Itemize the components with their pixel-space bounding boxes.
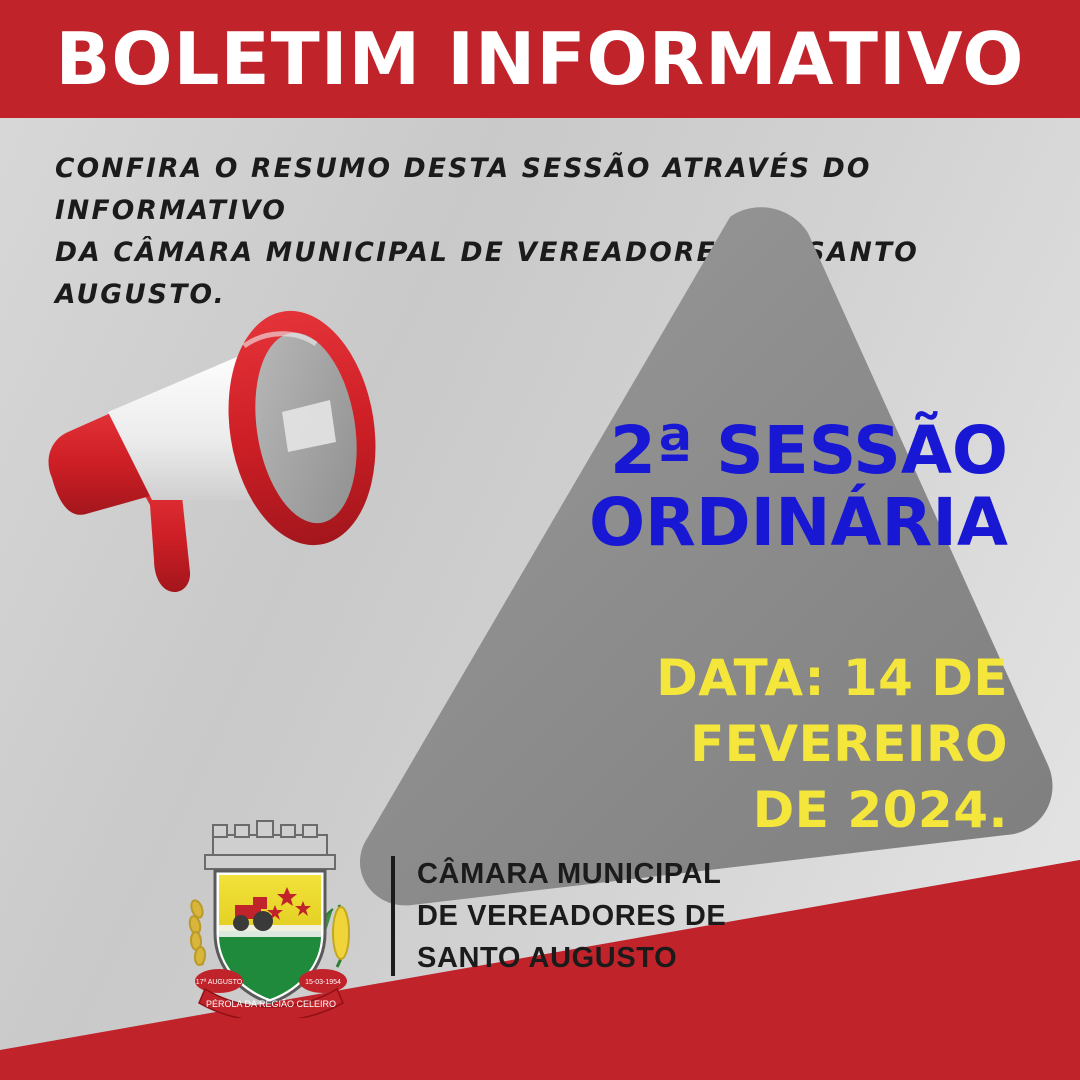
megaphone-icon xyxy=(30,300,390,630)
coat-of-arms-santo-augusto xyxy=(175,813,365,1018)
organization-name-line-1: CÂMARA MUNICIPAL xyxy=(417,857,722,890)
crest-motto-label: PÉROLA DA REGIÃO CELEIRO xyxy=(205,999,337,1009)
session-date-line-2: DE 2024. xyxy=(752,781,1008,839)
session-headline-line-2: ORDINÁRIA xyxy=(588,484,1008,561)
organization-name-line-3: SANTO AUGUSTO xyxy=(417,941,678,974)
subtitle-line-1: CONFIRA O RESUMO DESTA SESSÃO ATRAVÉS DO INFORMATIVO xyxy=(55,153,872,226)
session-headline xyxy=(448,412,1008,561)
crest-left-date-label: 17º AUGUSTO xyxy=(195,979,243,986)
subtitle-line-2: DA CÂMARA MUNICIPAL DE VEREADORES DE SANTO AUGUSTO. xyxy=(55,237,919,310)
crest-right-date-label: 15-03-1954 xyxy=(305,979,341,986)
page-title: BOLETIM INFORMATIVO xyxy=(55,17,1025,101)
organization-name-line-2: DE VEREADORES DE xyxy=(417,899,727,932)
session-headline-line-1: 2ª SESSÃO xyxy=(609,412,1008,489)
lockup-divider xyxy=(391,856,395,976)
session-date-line-1: DATA: 14 DE FEVEREIRO xyxy=(656,649,1008,773)
footer-lockup xyxy=(175,813,726,1018)
organization-name xyxy=(417,853,726,979)
